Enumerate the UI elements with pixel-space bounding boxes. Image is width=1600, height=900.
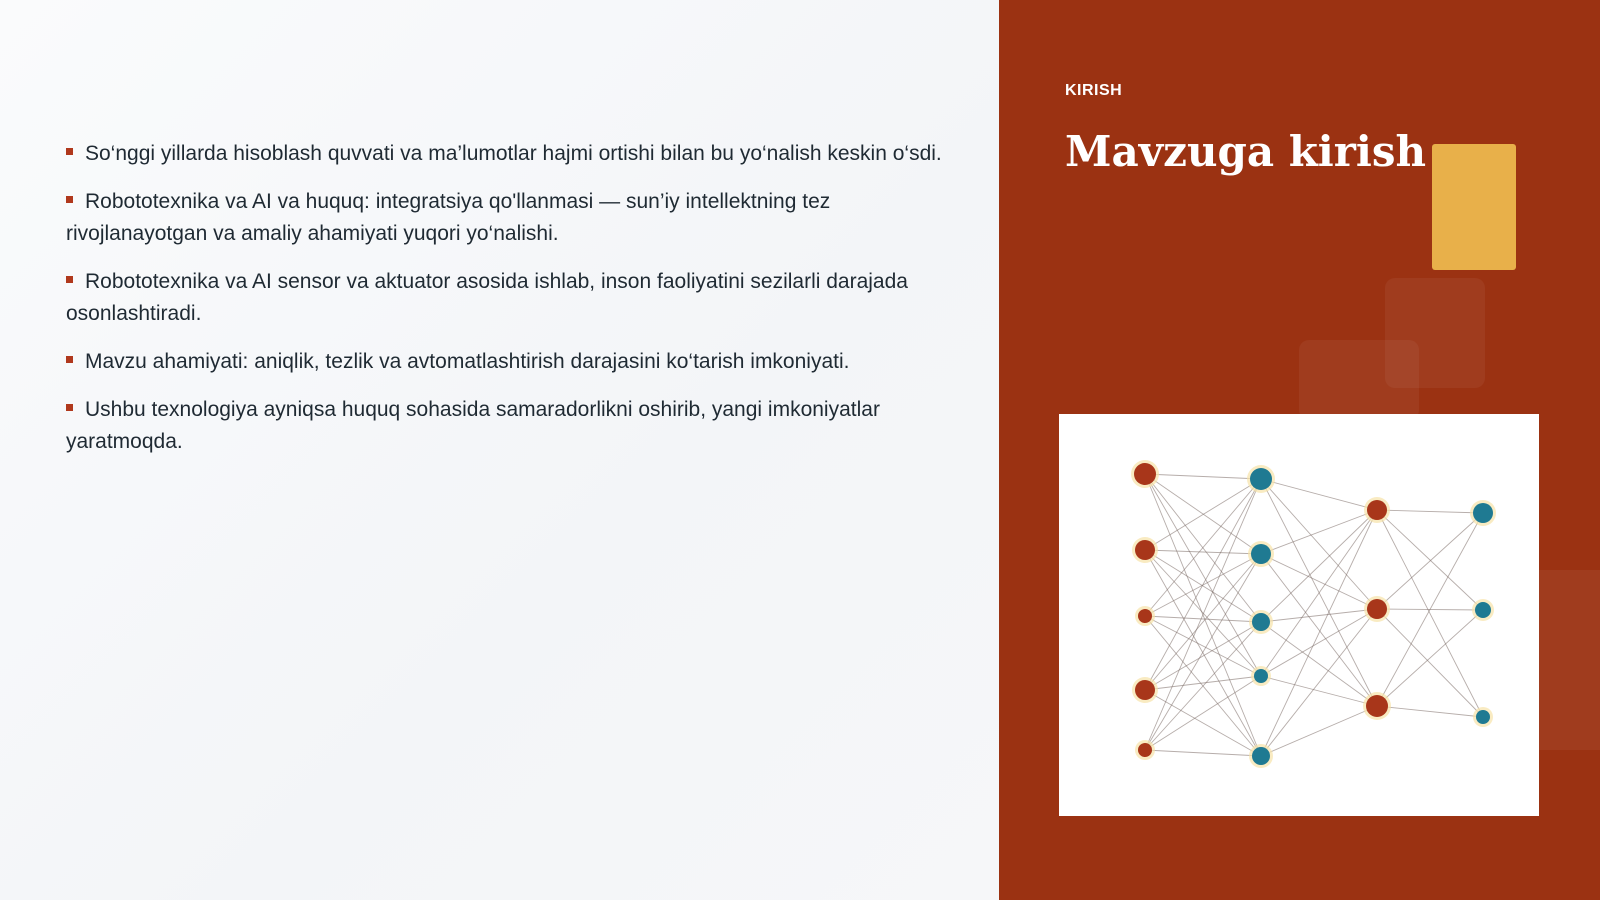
bullet-marker	[66, 148, 73, 155]
bullet-text: Robototexnika va AI va huquq: integratsiya qo'llanmasi — sun’iy intellektning tez rivojlanayotgan va amaliy ahamiyati yuqori yo‘nalishi.	[66, 190, 831, 245]
network-edge	[1261, 706, 1377, 756]
network-node	[1475, 602, 1491, 618]
bullet-item	[66, 186, 946, 250]
network-edge	[1145, 616, 1261, 622]
illustration-card	[1059, 414, 1539, 816]
title-panel	[999, 0, 1600, 900]
network-node	[1367, 500, 1387, 520]
network-node	[1252, 747, 1270, 765]
bullet-marker	[66, 276, 73, 283]
network-edge	[1145, 479, 1261, 550]
network-edge	[1261, 510, 1377, 676]
section-eyebrow: KIRISH	[1065, 82, 1123, 99]
bullet-item	[66, 266, 946, 330]
network-edge	[1145, 622, 1261, 690]
network-edge	[1145, 554, 1261, 750]
bullet-item	[66, 346, 946, 378]
network-edge	[1261, 554, 1377, 609]
network-edge	[1261, 609, 1377, 622]
network-edge	[1145, 550, 1261, 676]
neural-network-illustration	[1059, 414, 1539, 816]
network-edge	[1145, 550, 1261, 554]
network-node	[1138, 743, 1152, 757]
network-node	[1476, 710, 1490, 724]
network-node	[1473, 503, 1493, 523]
bullet-marker	[66, 356, 73, 363]
network-edge	[1145, 690, 1261, 756]
network-edge	[1261, 676, 1377, 706]
bullet-item	[66, 138, 946, 170]
network-edge	[1145, 479, 1261, 616]
network-node	[1254, 669, 1268, 683]
bullet-list	[66, 138, 946, 474]
slide-title: Mavzuga kirish	[1065, 127, 1427, 176]
network-edge	[1145, 479, 1261, 750]
bullet-text: Robototexnika va AI sensor va aktuator asosida ishlab, inson faoliyatini sezilarli darajada osonlashtiradi.	[66, 270, 908, 325]
network-node	[1138, 609, 1152, 623]
network-edge	[1261, 510, 1377, 756]
network-edge	[1377, 706, 1483, 717]
network-edge	[1145, 676, 1261, 690]
network-edge	[1261, 479, 1377, 609]
network-edge	[1261, 622, 1377, 706]
network-edge	[1261, 510, 1377, 622]
decorative-shape	[1299, 340, 1419, 420]
network-edge	[1145, 750, 1261, 756]
bullet-item	[66, 394, 946, 458]
network-node	[1134, 463, 1156, 485]
network-edge	[1145, 474, 1261, 479]
accent-block	[1432, 144, 1516, 270]
bullet-text: So‘nggi yillarda hisoblash quvvati va ma’lumotlar hajmi ortishi bilan bu yo‘nalish keskin o‘sdi.	[85, 142, 942, 165]
network-edge	[1145, 550, 1261, 756]
bullet-marker	[66, 196, 73, 203]
bullet-marker	[66, 404, 73, 411]
network-node	[1252, 613, 1270, 631]
bullet-text: Ushbu texnologiya ayniqsa huquq sohasida samaradorlikni oshirib, yangi imkoniyatlar yaratmoqda.	[66, 398, 880, 453]
network-node	[1251, 544, 1271, 564]
network-node	[1366, 695, 1388, 717]
network-node	[1250, 468, 1272, 490]
network-node	[1135, 680, 1155, 700]
network-node	[1135, 540, 1155, 560]
network-edge	[1261, 479, 1377, 510]
network-edge	[1145, 479, 1261, 690]
network-node	[1367, 599, 1387, 619]
network-edge	[1145, 622, 1261, 750]
network-edge	[1377, 510, 1483, 513]
network-edge	[1145, 550, 1261, 622]
network-edge	[1377, 609, 1483, 717]
network-edge	[1377, 610, 1483, 706]
bullet-text: Mavzu ahamiyati: aniqlik, tezlik va avtomatlashtirish darajasini ko‘tarish imkoniyati.	[85, 350, 850, 373]
network-edge	[1261, 609, 1377, 676]
